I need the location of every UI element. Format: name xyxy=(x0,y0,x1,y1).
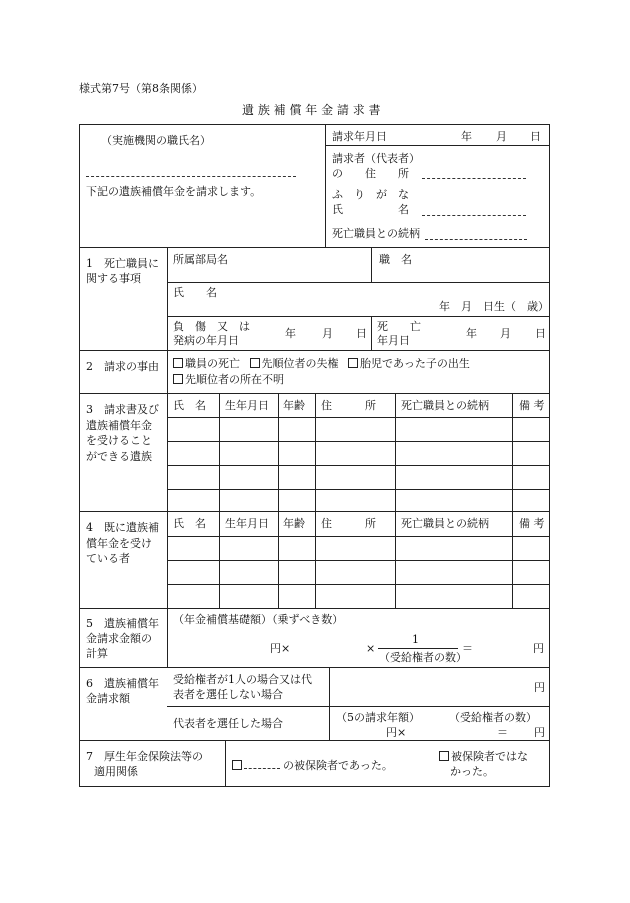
form-number: 様式第7号（第8条関係） xyxy=(79,82,203,95)
times-sign: × xyxy=(366,642,376,655)
injury-label-2: 発病の年月日 xyxy=(173,334,239,347)
year-label: 年 xyxy=(466,327,477,340)
position-label: 職 名 xyxy=(379,253,412,266)
col-birthdate: 生年月日 xyxy=(225,399,269,412)
divider xyxy=(315,393,316,608)
rep-calc-2: （受給権者の数） xyxy=(449,711,537,724)
section7-title-2: 適用関係 xyxy=(94,765,138,778)
divider xyxy=(219,393,220,608)
divider xyxy=(371,247,372,282)
divider xyxy=(167,417,550,418)
divider xyxy=(167,465,550,466)
col-age: 年齢 xyxy=(283,399,305,412)
relation-label: 死亡職員との続柄 xyxy=(332,227,420,240)
month-label: 月 xyxy=(496,130,507,143)
not-insured-text-2: かった。 xyxy=(450,765,494,778)
page-title: 遺 族 補 償 年 金 請 求 書 xyxy=(242,103,381,117)
not-insured-option xyxy=(439,751,528,762)
deceased-name-label: 氏 名 xyxy=(173,286,217,299)
divider xyxy=(325,124,326,247)
col-name: 氏 名 xyxy=(173,399,206,412)
single-label: 受給権者が1人の場合又は代 xyxy=(173,673,312,686)
basis-label: （年金補償基礎額）（乗ずべき数） xyxy=(173,613,344,626)
yen-label: 円 xyxy=(533,642,544,655)
reason-birth: 胎児であった子の出生 xyxy=(360,357,470,370)
col-address: 住 所 xyxy=(321,517,376,530)
request-text: 下記の遺族補償年金を請求します。 xyxy=(86,185,262,198)
divider xyxy=(325,145,550,146)
divider xyxy=(167,706,550,707)
equals-sign: ＝ xyxy=(462,642,473,655)
section1-title: 1 死亡職員に関する事項 xyxy=(86,257,159,285)
divider xyxy=(167,282,550,283)
day-label: 日 xyxy=(530,130,541,143)
checkbox[interactable] xyxy=(348,358,358,368)
section3-title: 3 請求書及び遺族補償年金を受けることができる遺族 xyxy=(86,403,159,463)
injury-label: 負 傷 又 は xyxy=(173,320,250,333)
divider xyxy=(167,536,550,537)
request-date-label: 請求年月日 xyxy=(332,130,387,143)
relation-line[interactable] xyxy=(425,239,527,240)
divider xyxy=(79,667,550,668)
divider xyxy=(79,608,550,609)
fraction-denominator: （受給権者の数） xyxy=(379,651,467,664)
divider xyxy=(167,441,550,442)
divider xyxy=(167,584,550,585)
law-name-line[interactable] xyxy=(244,762,280,769)
divider xyxy=(167,316,550,317)
fraction-bar xyxy=(378,648,458,649)
divider xyxy=(225,740,226,787)
yen-label: 円 xyxy=(534,681,545,694)
reason-missing: 先順位者の所在不明 xyxy=(185,373,284,386)
claimant-name-label: 氏 名 xyxy=(332,203,409,216)
single-label-2: 表者を選任しない場合 xyxy=(173,688,283,701)
rep-yen-times: 円× xyxy=(386,726,407,739)
year-label: 年 xyxy=(461,130,472,143)
rep-equals: ＝ xyxy=(497,726,508,739)
day-label: 日 xyxy=(356,327,367,340)
col-address: 住 所 xyxy=(321,399,376,412)
divider xyxy=(371,316,372,350)
yen-times: 円× xyxy=(270,642,291,655)
reason-row-1 xyxy=(173,358,470,369)
not-insured-text: 被保険者ではな xyxy=(451,750,528,763)
divider xyxy=(329,667,330,740)
rep-calc-1: （5の請求年額） xyxy=(336,711,420,724)
divider xyxy=(278,393,279,608)
section2-title: 2 請求の事由 xyxy=(86,360,159,373)
insured-text: の被保険者であった。 xyxy=(283,759,393,772)
divider xyxy=(79,247,550,248)
fraction-numerator: 1 xyxy=(412,633,419,646)
section5-title: 5 遺族補償年金請求金額の計算 xyxy=(86,617,159,660)
death-label: 死 亡 xyxy=(377,320,421,333)
death-label-2: 年月日 xyxy=(377,334,410,347)
name-line[interactable] xyxy=(422,215,526,216)
section7-title: 7 厚生年金保険法等の xyxy=(86,750,203,763)
reason-death: 職員の死亡 xyxy=(185,357,240,370)
col-relation: 死亡職員との続柄 xyxy=(401,517,489,530)
col-relation: 死亡職員との続柄 xyxy=(401,399,489,412)
checkbox[interactable] xyxy=(173,374,183,384)
divider xyxy=(167,247,168,667)
divider xyxy=(167,489,550,490)
divider xyxy=(395,393,396,608)
reason-row-2 xyxy=(173,374,284,385)
year-label: 年 xyxy=(285,327,296,340)
checkbox[interactable] xyxy=(232,760,242,770)
col-remarks: 備 考 xyxy=(519,399,545,412)
checkbox[interactable] xyxy=(250,358,260,368)
rep-label: 代表者を選任した場合 xyxy=(173,717,283,730)
section6-title: 6 遺族補償年金請求額 xyxy=(86,677,159,705)
day-label: 日 xyxy=(535,327,546,340)
month-label: 月 xyxy=(322,327,333,340)
col-birthdate: 生年月日 xyxy=(225,517,269,530)
col-name: 氏 名 xyxy=(173,517,206,530)
rep-yen: 円 xyxy=(534,726,545,739)
address-line[interactable] xyxy=(422,178,526,179)
divider xyxy=(167,560,550,561)
section4-title: 4 既に遺族補償年金を受けている者 xyxy=(86,521,159,565)
furigana-label: ふ り が な xyxy=(332,188,409,201)
agency-name-line[interactable] xyxy=(86,176,296,177)
dept-label: 所属部局名 xyxy=(173,253,228,266)
divider xyxy=(512,393,513,608)
month-label: 月 xyxy=(500,327,511,340)
divider xyxy=(79,350,550,351)
reason-forfeit: 先順位者の失権 xyxy=(261,357,339,370)
divider xyxy=(79,740,550,741)
checkbox[interactable] xyxy=(439,751,449,761)
address-label: の 住 所 xyxy=(332,167,409,180)
checkbox[interactable] xyxy=(173,358,183,368)
col-remarks: 備 考 xyxy=(519,517,545,530)
insured-option xyxy=(232,760,393,771)
birth-label: 年 月 日生（ 歳） xyxy=(439,300,549,313)
col-age: 年齢 xyxy=(283,517,305,530)
claimant-label: 請求者（代表者） xyxy=(332,152,420,165)
agency-label: （実施機関の職氏名） xyxy=(101,134,211,147)
